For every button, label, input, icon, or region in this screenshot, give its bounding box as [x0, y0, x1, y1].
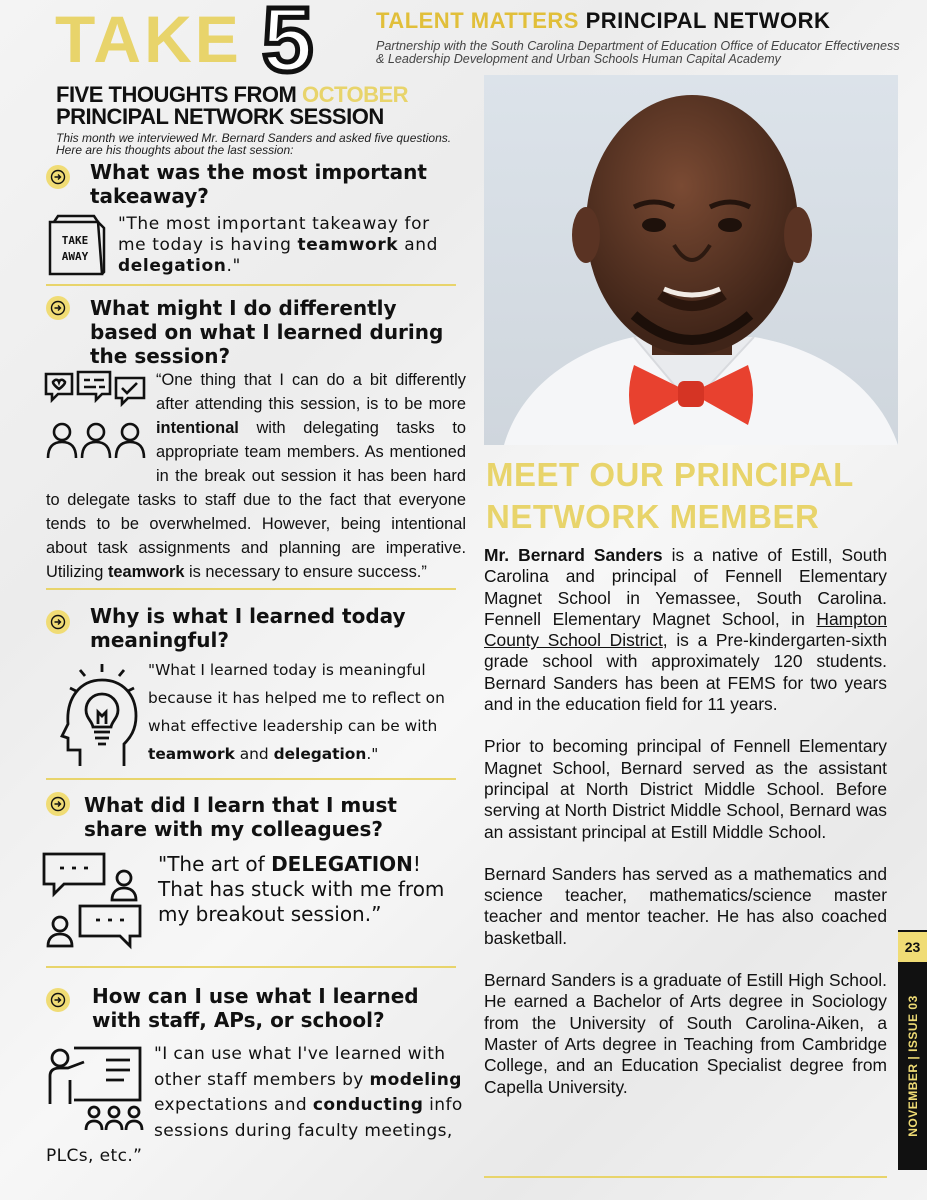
- answer-5-b1: modeling: [369, 1069, 462, 1090]
- bio-p1-b: , is a Pre-kindergarten-sixth grade school with approximately 120 students. Bernard Sanders has been at FEMS for two years and in the education field for 11 years.: [484, 630, 888, 715]
- bio-paragraph-4: Bernard Sanders is a graduate of Estill High School. He earned a Bachelor of Arts degree in Sociology from the University of South Carolina-Aiken, a Master of Arts degree in Teaching from Cambridge College, and an Education Specialist degree from Capella University.: [484, 970, 887, 1097]
- answer-2-a: “One thing that I can do a bit differently after attending this session, is to be more: [156, 371, 466, 413]
- answer-2-d: is necessary to ensure success.”: [184, 563, 427, 581]
- divider: [46, 966, 456, 968]
- biography: [484, 545, 887, 1119]
- answer-1-b2: delegation: [118, 256, 227, 276]
- answer-2-b1: intentional: [156, 419, 239, 437]
- section-title: [56, 84, 456, 128]
- answer-1-c: and: [398, 235, 439, 255]
- bio-paragraph-1: [484, 545, 887, 715]
- answer-4: [158, 852, 458, 927]
- answer-2: [46, 368, 466, 584]
- answer-3-b2: delegation: [273, 745, 367, 763]
- icon-float-spacer: [46, 368, 156, 468]
- bio-paragraph-2: Prior to becoming principal of Fennell Elementary Magnet School, Bernard served as the assistant principal at North District Middle School. Before serving at North District Middle School, Bernard was an assistant principal at Estill Middle School.: [484, 736, 887, 842]
- answer-5: [46, 1042, 466, 1170]
- question-2: What might I do differently based on what I learned during the session?: [90, 296, 444, 368]
- bio-p1-a: is a native of Estill, South Carolina and principal of Fennell Elementary Magnet School in Yemassee, South Carolina. Fennell Elementary Magnet School, in: [484, 545, 887, 629]
- takeaway-icon-text-2: AWAY: [61, 250, 89, 263]
- bio-paragraph-3: Bernard Sanders has served as a mathematics and science teacher, mathematics/science master teacher and mentor teacher. He has also coached basketball.: [484, 863, 887, 948]
- section-title-a: FIVE THOUGHTS FROM: [56, 82, 302, 107]
- question-3: Why is what I learned today meaningful?: [90, 604, 406, 652]
- arrow-circle-icon: [46, 792, 70, 816]
- answer-2-b2: teamwork: [107, 563, 185, 581]
- question-5: How can I use what I learned with staff, APs, or school?: [92, 984, 419, 1032]
- answer-5-b2: conducting: [312, 1095, 424, 1115]
- head-lightbulb-icon: [40, 658, 140, 770]
- answer-3-a: "What I learned today is meaningful because it has helped me to reflect on what effective leadership can be with: [148, 661, 445, 735]
- portrait-photo: [484, 75, 898, 445]
- bio-name: Mr. Bernard Sanders: [484, 545, 663, 565]
- question-4: What did I learn that I must share with my colleagues?: [84, 793, 397, 841]
- divider: [46, 284, 456, 286]
- conversation-icon: [40, 850, 144, 950]
- page-number: 23: [898, 932, 927, 962]
- answer-1: [118, 214, 458, 277]
- network-title-gold: TALENT MATTERS: [376, 8, 579, 33]
- icon-float-spacer: [46, 1042, 154, 1142]
- answer-4-c: ! That has stuck with me from my breakout session.”: [158, 852, 445, 926]
- arrow-circle-icon: [46, 610, 70, 634]
- partnership-text: Partnership with the South Carolina Department of Education Office of Educator Effectiveness & Leadership Development and Urban Schools Human Capital Academy: [376, 39, 900, 66]
- answer-3-b1: teamwork: [148, 745, 235, 763]
- meet-heading-line2: NETWORK MEMBER: [486, 498, 820, 535]
- network-title-dark: PRINCIPAL NETWORK: [585, 8, 831, 33]
- masthead-five: 5: [262, 0, 314, 91]
- arrow-circle-icon: [46, 165, 70, 189]
- answer-4-a: "The art of: [158, 852, 272, 876]
- issue-label-text: NOVEMBER | ISSUE 03: [905, 995, 920, 1137]
- answer-1-b1: teamwork: [297, 235, 399, 255]
- answer-2-c: with delegating tasks to appropriate team members. As mentioned in the break out session it has been hard to delegate tasks to staff due to the fact that everyone tends to be overwhelmed. However, being intentional about task assignments and planning are imperative. Utilizing: [46, 419, 466, 581]
- divider: [46, 778, 456, 780]
- answer-5-a: "I can use what I've learned with other staff members by: [154, 1044, 446, 1090]
- arrow-circle-icon: [46, 988, 70, 1012]
- answer-5-c: expectations and: [154, 1095, 313, 1115]
- question-1: What was the most important takeaway?: [90, 160, 427, 208]
- masthead-take: TAKE: [55, 2, 242, 76]
- network-title: [376, 8, 830, 34]
- takeaway-icon-text-1: TAKE: [61, 234, 89, 247]
- takeaway-bag-icon: [46, 214, 106, 278]
- meet-heading: [486, 454, 896, 538]
- answer-3: [148, 656, 460, 768]
- answer-4-b1: DELEGATION: [271, 852, 413, 876]
- section-title-line2: PRINCIPAL NETWORK SESSION: [56, 104, 384, 129]
- answer-3-d: .": [366, 745, 379, 763]
- divider: [46, 588, 456, 590]
- answer-5-d: info sessions during faculty meetings, PLCs, etc.”: [46, 1095, 463, 1166]
- answer-3-c: and: [234, 745, 274, 763]
- arrow-circle-icon: [46, 296, 70, 320]
- district-link[interactable]: Hampton County School District: [484, 608, 887, 651]
- answer-1-a: "The most important takeaway for me today is having: [118, 214, 430, 255]
- section-title-month: OCTOBER: [301, 82, 409, 107]
- answer-1-d: .": [226, 256, 241, 276]
- divider: [484, 1176, 887, 1178]
- meet-heading-line1: MEET OUR PRINCIPAL: [486, 456, 854, 493]
- issue-label: [898, 966, 927, 1166]
- section-intro: This month we interviewed Mr. Bernard Sanders and asked five questions. Here are his thoughts about the last session:: [56, 131, 452, 157]
